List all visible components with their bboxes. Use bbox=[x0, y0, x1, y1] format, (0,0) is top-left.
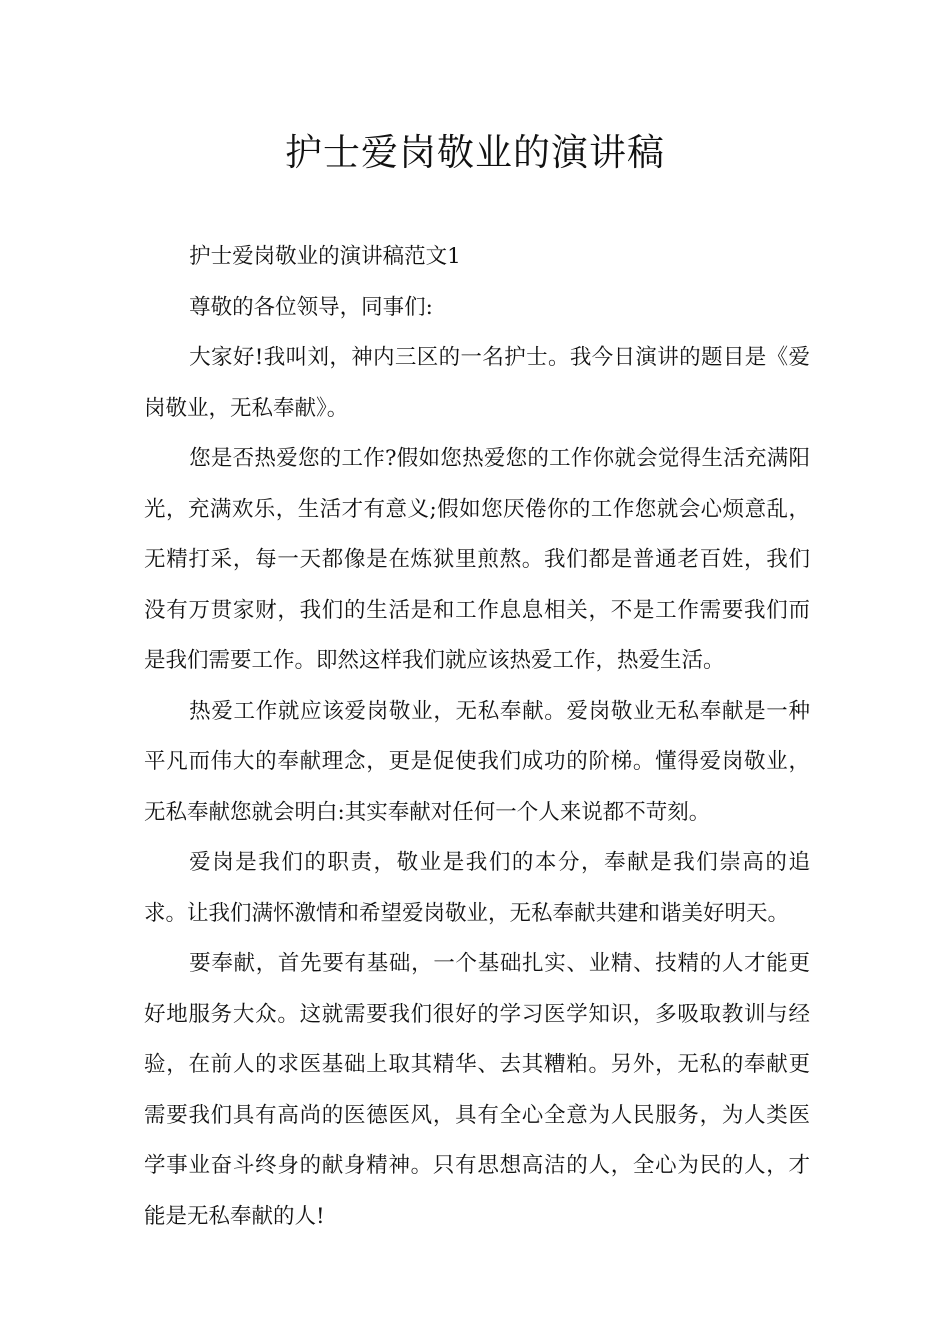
body-paragraph: 爱岗是我们的职责，敬业是我们的本分，奉献是我们崇高的追求。让我们满怀激情和希望爱岗敬业，无私奉献共建和谐美好明天。 bbox=[144, 850, 810, 926]
document-title: 护士爱岗敬业的演讲稿 bbox=[285, 131, 665, 174]
subtitle-paragraph: 护士爱岗敬业的演讲稿范文1 bbox=[189, 244, 461, 269]
body-paragraph: 您是否热爱您的工作?假如您热爱您的工作你就会觉得生活充满阳光，充满欢乐，生活才有意义;假如您厌倦你的工作您就会心烦意乱，无精打采，每一天都像是在炼狱里煎熬。我们都是普通老百姓，我们没有万贯家财，我们的生活是和工作息息相关，不是工作需要我们而是我们需要工作。即然这样我们就应该热爱工作，热爱生活。 bbox=[144, 446, 810, 673]
intro-paragraph: 大家好!我叫刘，神内三区的一名护士。我今日演讲的题目是《爱岗敬业，无私奉献》。 bbox=[144, 345, 810, 421]
salutation-paragraph: 尊敬的各位领导，同事们: bbox=[189, 294, 433, 320]
body-paragraph: 要奉献，首先要有基础，一个基础扎实、业精、技精的人才能更好地服务大众。这就需要我们很好的学习医学知识，多吸取教训与经验，在前人的求医基础上取其精华、去其糟粕。另外，无私的奉献更需要我们具有高尚的医德医风，具有全心全意为人民服务，为人类医学事业奋斗终身的献身精神。只有思想高洁的人，全心为民的人，才能是无私奉献的人! bbox=[144, 951, 810, 1229]
body-paragraph: 热爱工作就应该爱岗敬业，无私奉献。爱岗敬业无私奉献是一种平凡而伟大的奉献理念，更是促使我们成功的阶梯。懂得爱岗敬业，无私奉献您就会明白:其实奉献对任何一个人来说都不苛刻。 bbox=[144, 698, 810, 825]
document-body bbox=[144, 232, 810, 1242]
